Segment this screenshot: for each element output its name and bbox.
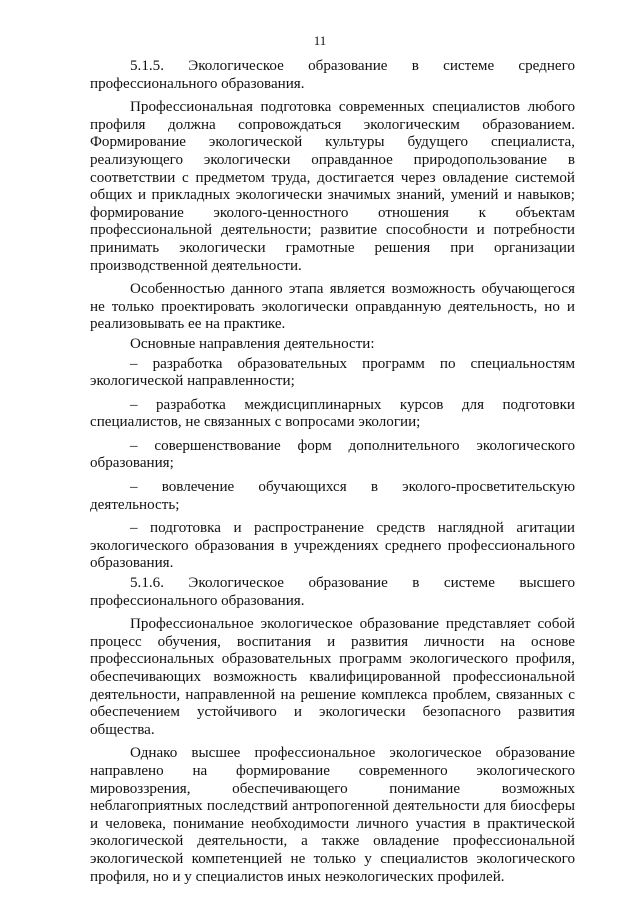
list-item: – подготовка и распространение средств наглядной агитации экологического образования в учреждениях среднего профессионального образования. [90, 520, 575, 572]
list-item: – разработка образовательных программ по специальностям экологической направленности; [90, 355, 575, 390]
paragraph: Профессиональная подготовка современных специалистов любого профиля должна сопровождаться экологическим образованием. Формирование экологической культуры будущего специалиста, реализующего экологически оправданное природопользование в соответствии с предметом труда, достигается через овладение системой общих и прикладных экологически значимых знаний, умений и навыков; формирование эколого-ценностного отношения к объектам профессиональной деятельности; развитие способности и потребности принимать экологически грамотные решения при организации производственной деятельности. [90, 99, 575, 274]
paragraph: Профессиональное экологическое образование представляет собой процесс обучения, воспитания и развития личности на основе профессиональных образовательных программ экологического профиля, обеспечивающих возможность квалифицированной профессиональной деятельности, направленной на решение комплекса проблем, связанных с обеспечением устойчивого и экологически безопасного развития общества. [90, 616, 575, 738]
list-item: – совершенствование форм дополнительного экологического образования; [90, 437, 575, 472]
list-item: – вовлечение обучающихся в эколого-просветительскую деятельность; [90, 479, 575, 513]
page-number: 11 [313, 33, 327, 48]
paragraph: Основные направления деятельности: [130, 335, 375, 352]
paragraph: Особенностью данного этапа является возможность обучающегося не только проектировать экологически оправданную деятельность, но и реализовывать ее на практике. [90, 281, 575, 333]
section-heading-5-1-5: 5.1.5. Экологическое образование в системе среднего профессионального образования. [90, 58, 575, 92]
paragraph: Однако высшее профессиональное экологическое образование направлено на формирование современного экологического мировоззрения, обеспечивающего понимание возможных неблагоприятных последствий антропогенной деятельности для биосферы и человека, понимание необходимости личного участия в практической экологической деятельности, а также овладение профессиональной экологической компетенцией не только у специалистов экологического профиля, но и у специалистов иных неэкологических профилей. [90, 745, 575, 885]
list-item: – разработка междисциплинарных курсов для подготовки специалистов, не связанных с вопросами экологии; [90, 396, 575, 431]
section-heading-5-1-6: 5.1.6. Экологическое образование в системе высшего профессионального образования. [90, 575, 575, 609]
document-body [90, 58, 575, 888]
